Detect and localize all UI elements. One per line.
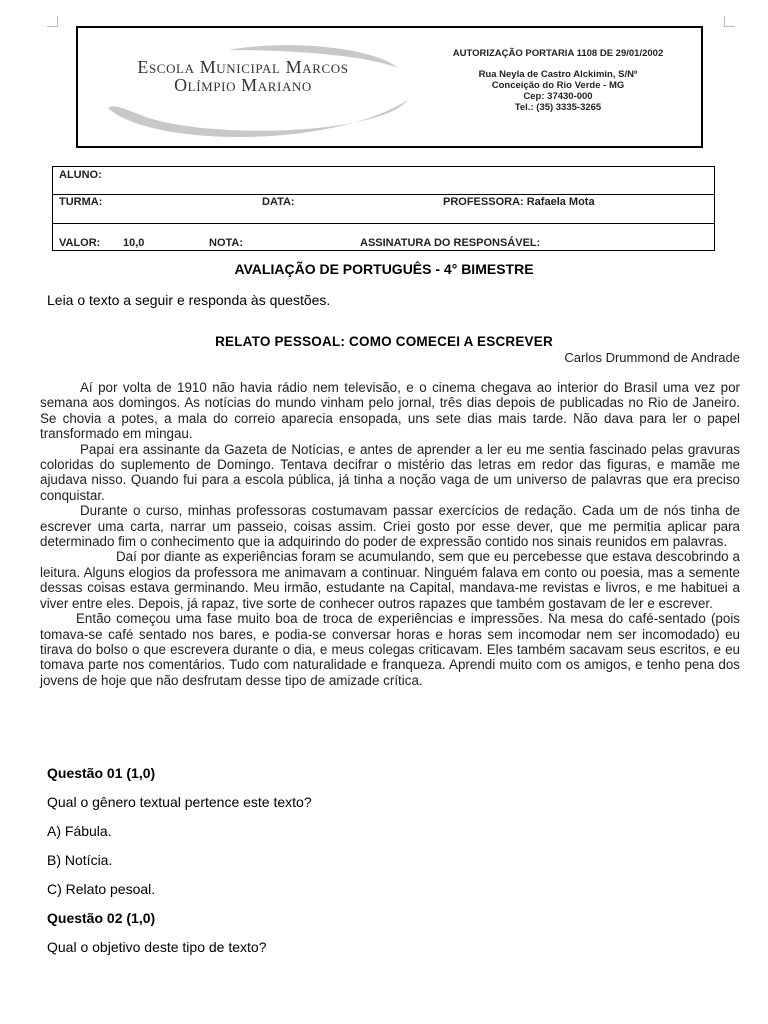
exam-title: AVALIAÇÃO DE PORTUGUÊS - 4° BIMESTRE: [234, 261, 534, 277]
text-author: Carlos Drummond de Andrade: [564, 350, 740, 365]
info-row-aluno: [53, 167, 714, 195]
info-row-valor: [53, 223, 714, 251]
question-1-heading: Questão 01 (1,0): [47, 765, 156, 781]
question-1-prompt: Qual o gênero textual pertence este texto?: [47, 794, 312, 810]
reading-text: [40, 380, 740, 688]
authorization-text: AUTORIZAÇÃO PORTARIA 1108 DE 29/01/2002: [452, 48, 664, 59]
nota-label[interactable]: NOTA:: [209, 237, 244, 249]
question-1-option-b[interactable]: B) Notícia.: [47, 852, 113, 868]
question-1-option-c[interactable]: C) Relato pesoal.: [47, 881, 156, 897]
margin-mark-right: [724, 16, 735, 27]
valor-label: VALOR:: [59, 237, 101, 249]
professora-label: PROFESSORA: Rafaela Mota: [443, 196, 595, 208]
paragraph-4: Daí por diante as experiências foram se acumulando, sem que eu percebesse que estava descobrindo a leitura. Alguns elogios da professora me animavam a continuar. Ninguém falava em conto ou poesia, mas a semente dessas coisas estava germinando. Meu irmão, estudante na Capital, mandava-me revistas e livros, e me habituei a viver entre eles. Depois, já rapaz, tive sorte de conhecer outros rapazes que também gostavam de ler e escrever.: [40, 549, 740, 611]
school-name-line2: Olímpio Mariano: [174, 75, 312, 95]
question-1-option-a[interactable]: A) Fábula.: [47, 823, 112, 839]
school-header: [76, 26, 703, 148]
address-text: Rua Neyla de Castro Alckimin, S/Nº: [478, 69, 638, 80]
data-label[interactable]: DATA:: [262, 196, 295, 208]
margin-mark-left: [47, 16, 58, 27]
paragraph-2: Papai era assinante da Gazeta de Notícias, e antes de aprender a ler eu me sentia fascinado pelas gravuras coloridas do suplemento de Domingo. Tentava decifrar o mistério das letras em redor das figuras, e mamãe me ajudava nisso. Quando fui para a escola pública, já tinha a noção vaga de um universo de palavras que era preciso conquistar.: [40, 441, 740, 503]
cep-text: Cep: 37430-000: [523, 91, 593, 102]
paragraph-3: Durante o curso, minhas professoras costumavam passar exercícios de redação. Cada um de nós tinha de escrever uma carta, narrar um passeio, coisas assim. Criei gosto por esse dever, que me permitia aplicar para determinado fim o conhecimento que ia adquirindo do poder de expressão contido nos sinais reunidos em palavras.: [40, 503, 740, 550]
paragraph-5: Então começou uma fase muito boa de troca de experiências e impressões. Na mesa do café-sentado (pois tomava-se café sentado nos bares, e podia-se conversar horas e horas sem incomodar nem ser incomodado) eu tirava do bolso o que escrevera durante o dia, e meus colegas criticavam. Eles também sacavam seus escritos, e eu tomava parte nos comentários. Tudo com naturalidade e franqueza. Aprendi muito com os amigos, e tenho pena dos jovens de hoje que não desfrutam desse tipo de amizade crítica.: [40, 611, 740, 688]
school-name-line1: Escola Municipal Marcos: [137, 57, 349, 77]
turma-label[interactable]: TURMA:: [59, 196, 103, 208]
question-2-heading: Questão 02 (1,0): [47, 910, 156, 926]
text-title: RELATO PESSOAL: COMO COMECEI A ESCREVER: [215, 334, 553, 349]
assinatura-label[interactable]: ASSINATURA DO RESPONSÁVEL:: [360, 237, 541, 249]
city-text: Conceição do Rio Verde - MG: [491, 80, 625, 91]
instruction-text: Leia o texto a seguir e responda às questões.: [47, 292, 331, 308]
student-info-table: [52, 166, 715, 251]
info-row-turma: [53, 194, 714, 224]
question-2-prompt: Qual o objetivo deste tipo de texto?: [47, 939, 267, 955]
aluno-label[interactable]: ALUNO:: [59, 169, 102, 181]
phone-text: Tel.: (35) 3335-3265: [514, 102, 602, 113]
valor-value: 10,0: [123, 237, 145, 249]
paragraph-1: Aí por volta de 1910 não havia rádio nem televisão, e o cinema chegava ao interior do Brasil uma vez por semana aos domingos. As notícias do mundo vinham pelo jornal, três dias depois de publicadas no Rio de Janeiro. Se chovia a potes, a mala do correio aparecia ensopada, uns sete dias mais tarde. Não dava para ler o papel transformado em mingau.: [40, 380, 740, 442]
